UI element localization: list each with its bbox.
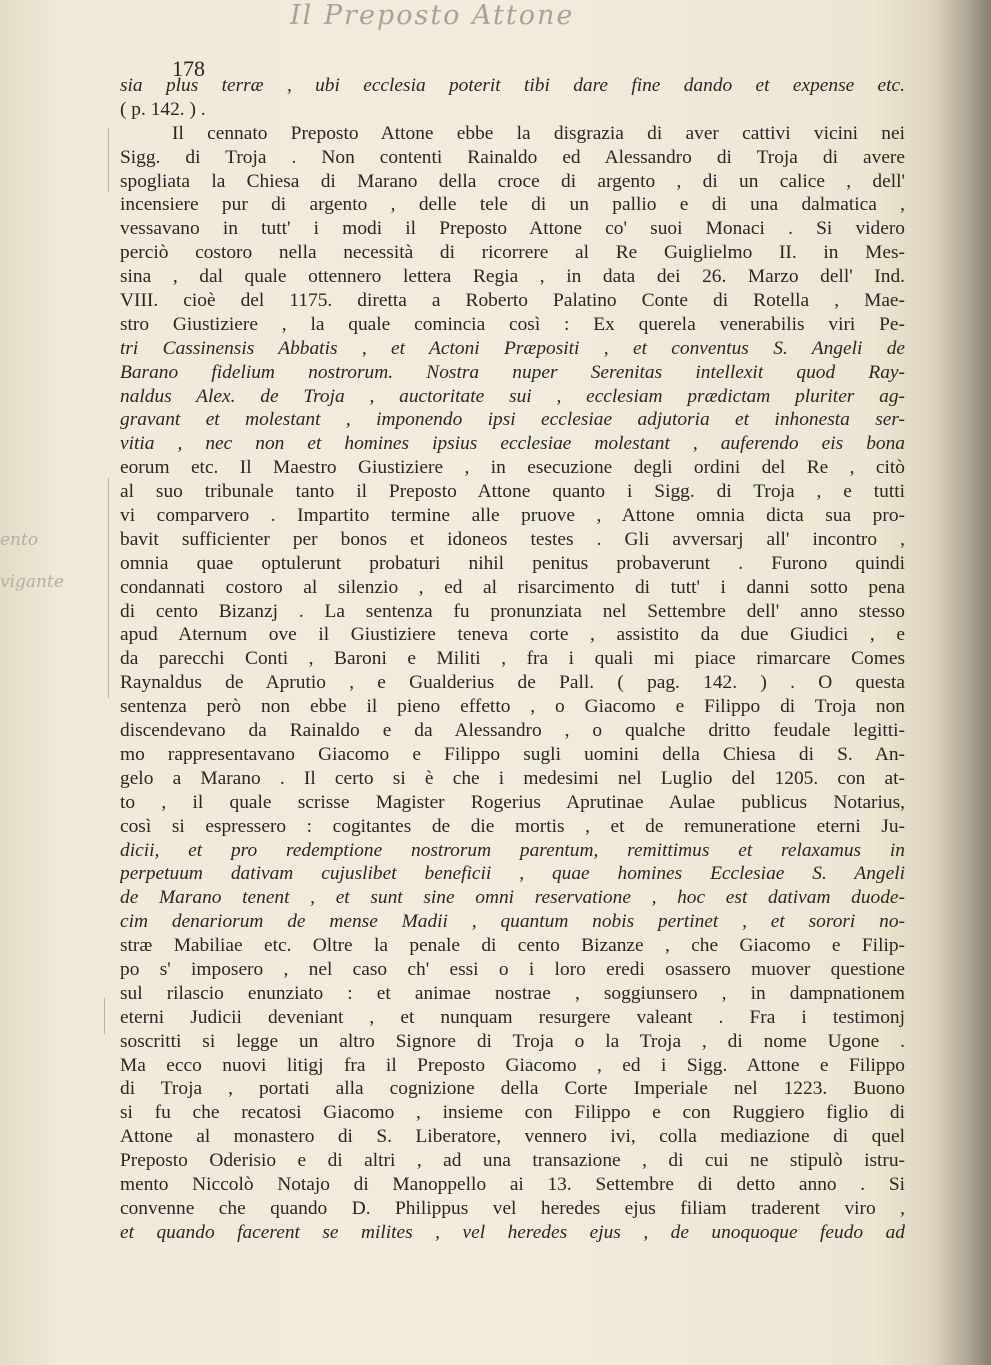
- text-line: stro Giustiziere , la quale comincia così : Ex querela venerabilis viri Pe-: [120, 313, 905, 335]
- text-line: perpetuum dativam cujuslibet beneficii , quae homines Ecclesiae S. Angeli: [120, 863, 905, 885]
- page-number: 178: [172, 56, 205, 81]
- text-line: eorum etc. Il Maestro Giustiziere , in esecuzione degli ordini del Re , citò: [120, 457, 905, 479]
- text-line: al suo tribunale tanto il Preposto Attone quanto i Sigg. di Troja , e tutti: [120, 481, 905, 503]
- text-line: discendevano da Rainaldo e da Alessandro , o qualche dritto feudale legitti-: [120, 720, 905, 742]
- text-line: si fu che recatosi Giacomo , insieme con Filippo e con Ruggiero figlio di: [120, 1102, 905, 1124]
- handwritten-header: Il Preposto Attone: [290, 0, 575, 31]
- text-line: et quando facerent se milites , vel heredes ejus , de unoquoque feudo ad: [120, 1221, 905, 1243]
- text-line: soscritti si legge un altro Signore di Troja o la Troja , di nome Ugone .: [120, 1030, 905, 1052]
- text-line: gravant et molestant , imponendo ipsi ecclesiae adjutoria et inhonesta ser-: [120, 409, 905, 431]
- text-line: Barano fidelium nostrorum. Nostra nuper Serenitas intellexit quod Ray-: [120, 361, 905, 383]
- text-line: convenne che quando D. Philippus vel heredes ejus filiam traderent viro ,: [120, 1197, 905, 1219]
- text-line: omnia quae optulerunt probaturi nihil penitus probaverunt . Furono quindi: [120, 552, 905, 574]
- margin-line: [108, 128, 109, 192]
- text-line: eterni Judicii deveniant , et nunquam resurgere valeant . Fra i testimonj: [120, 1006, 905, 1028]
- text-line: cim denariorum de mense Madii , quantum nobis pertinet , et sorori no-: [120, 911, 905, 933]
- margin-note-2: vigante: [0, 572, 64, 592]
- text-line: sina , dal quale ottennero lettera Regia , in data dei 26. Marzo dell' Ind.: [120, 266, 905, 288]
- text-line: gelo a Marano . Il certo si è che i medesimi nel Luglio del 1205. con at-: [120, 767, 905, 789]
- text-line: apud Aternum ove il Giustiziere teneva corte , assistito da due Giudici , e: [120, 624, 905, 646]
- text-line: Il cennato Preposto Attone ebbe la disgrazia di aver cattivi vicini nei: [172, 122, 905, 144]
- text-line: dicii, et pro redemptione nostrorum parentum, remittimus et relaxamus in: [120, 839, 905, 861]
- text-line: Preposto Oderisio e di altri , ad una transazione , di cui ne stipulò istru-: [120, 1150, 905, 1172]
- text-line: mo rappresentavano Giacomo e Filippo sugli uomini della Chiesa di S. An-: [120, 743, 905, 765]
- text-line: perciò costoro nella necessità di ricorrere al Re Guiglielmo II. in Mes-: [120, 242, 905, 264]
- text-line: ( p. 142. ) .: [120, 98, 206, 120]
- text-line: bavit sufficienter per bonos et idoneos testes . Gli avversarj all' incontro ,: [120, 528, 905, 550]
- margin-line: [108, 478, 109, 698]
- text-line: po s' imposero , nel caso ch' essi o i loro eredi osassero muover questione: [120, 958, 905, 980]
- text-line: de Marano tenent , et sunt sine omni reservatione , hoc est dativam duode-: [120, 887, 905, 909]
- text-line: sul rilascio enunziato : et animae nostrae , soggiunsero , in dampnationem: [120, 982, 905, 1004]
- text-line: incensiere pur di argento , delle tele di un pallio e di una dalmatica ,: [120, 194, 905, 216]
- text-line: sia plus terræ , ubi ecclesia poterit tibi dare fine dando et expense etc.: [120, 75, 905, 96]
- text-line: tri Cassinensis Abbatis , et Actoni Præpositi , et conventus S. Angeli de: [120, 337, 905, 359]
- text-line: Raynaldus de Aprutio , e Gualderius de Pall. ( pag. 142. ) . O questa: [120, 672, 905, 694]
- text-line: naldus Alex. de Troja , auctoritate sui , ecclesiam prædictam pluriter ag-: [120, 385, 905, 407]
- text-line: così si espressero : cogitantes de die mortis , et de remuneratione eterni Ju-: [120, 815, 905, 837]
- text-line: stræ Mabiliae etc. Oltre la penale di cento Bizanze , che Giacomo e Filip-: [120, 935, 905, 957]
- text-line: spogliata la Chiesa di Marano della croce di argento , di un calice , dell': [120, 170, 905, 192]
- text-line: sentenza però non ebbe il pieno effetto , o Giacomo e Filippo di Troja non: [120, 696, 905, 718]
- binding-shadow: [931, 0, 991, 1365]
- text-line: condannati costoro al silenzio , ed al risarcimento di tutt' i danni sotto pena: [120, 576, 905, 598]
- text-line: Attone al monastero di S. Liberatore, vennero ivi, colla mediazione di quel: [120, 1126, 905, 1148]
- text-line: vitia , nec non et homines ipsius ecclesiae molestant , auferendo eis bona: [120, 433, 905, 455]
- text-line: di cento Bizanzj . La sentenza fu pronunziata nel Settembre dell' anno stesso: [120, 600, 905, 622]
- text-line: Ma ecco nuovi litigj fra il Preposto Giacomo , ed i Sigg. Attone e Filippo: [120, 1054, 905, 1076]
- text-line: da parecchi Conti , Baroni e Militi , fra i quali mi piace rimarcare Comes: [120, 648, 905, 670]
- text-line: Sigg. di Troja . Non contenti Rainaldo ed Alessandro di Troja di avere: [120, 146, 905, 168]
- margin-line: [104, 998, 105, 1034]
- body-text: [120, 74, 905, 1245]
- text-line: VIII. cioè del 1175. diretta a Roberto Palatino Conte di Rotella , Mae-: [120, 290, 905, 312]
- text-line: to , il quale scrisse Magister Rogerius Aprutinae Aulae publicus Notarius,: [120, 791, 905, 813]
- margin-note-1: ento: [0, 530, 39, 550]
- text-line: mento Niccolò Notajo di Manoppello ai 13. Settembre di detto anno . Si: [120, 1173, 905, 1195]
- text-line: vessavano in tutt' i modi il Preposto Attone co' suoi Monaci . Si videro: [120, 218, 905, 240]
- text-line: di Troja , portati alla cognizione della Corte Imperiale nel 1223. Buono: [120, 1078, 905, 1100]
- text-line: vi comparvero . Impartito termine alle pruove , Attone omnia dicta sua pro-: [120, 505, 905, 527]
